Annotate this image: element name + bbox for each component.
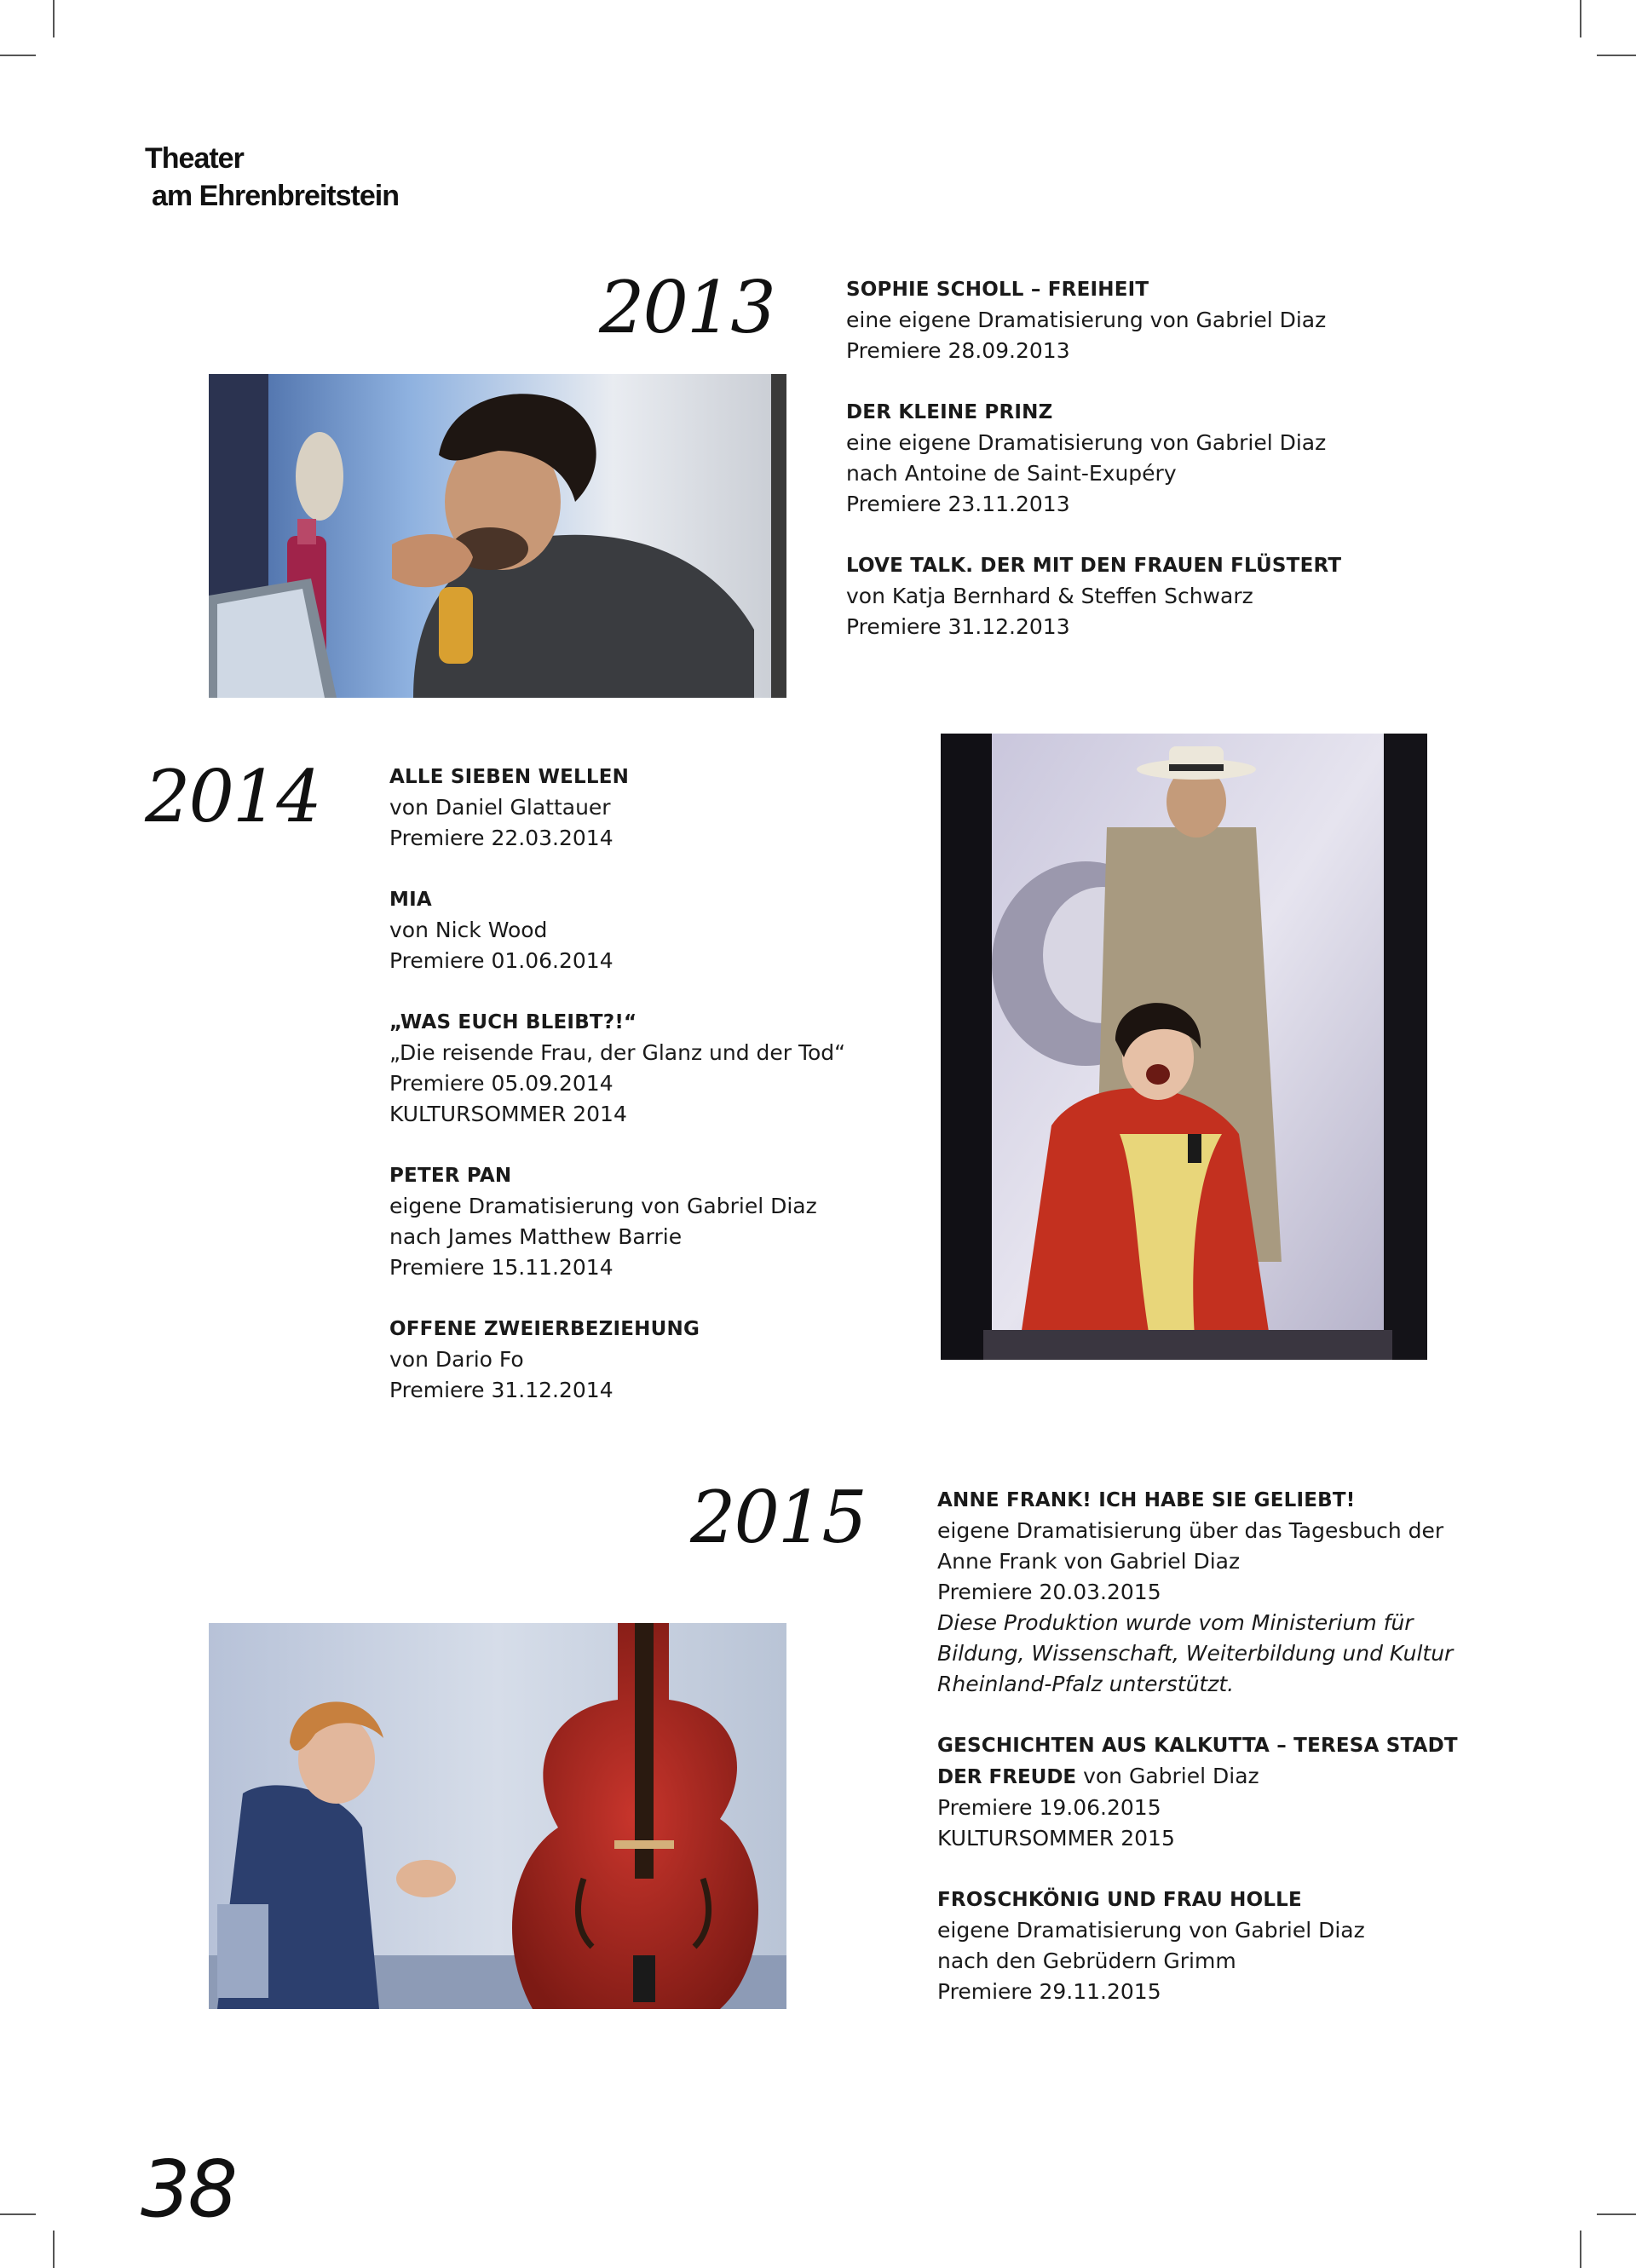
entry-title: OFFENE ZWEIERBEZIEHUNG [389,1318,700,1340]
entry-anne-frank [937,1485,1551,1700]
entry-line: KULTURSOMMER 2014 [389,1102,627,1126]
entry-sponsor-note: Rheinland-Pfalz unterstützt. [937,1672,1235,1696]
entry-der-kleine-prinz [846,397,1443,520]
entry-sophie-scholl [846,274,1443,366]
entry-line: nach James Matthew Barrie [389,1224,683,1249]
entry-line: Premiere 28.09.2013 [846,338,1070,363]
entry-peter-pan [389,1160,901,1283]
entry-line: eigene Dramatisierung von Gabriel Diaz [937,1918,1365,1943]
entry-title-continuation [937,1761,1551,1793]
photo-2014-stage-scene [941,734,1427,1360]
entry-line: Premiere 20.03.2015 [937,1580,1161,1604]
entries-2014 [389,762,901,1436]
brand-line-1: Theater [145,142,244,175]
entry-sponsor-note: Diese Produktion wurde vom Ministerium für [937,1610,1414,1635]
entry-title: ALLE SIEBEN WELLEN [389,766,630,788]
entry-line: Premiere 31.12.2014 [389,1378,614,1402]
entry-line: Anne Frank von Gabriel Diaz [937,1549,1241,1574]
entry-line: Premiere 19.06.2015 [937,1795,1161,1820]
entry-line: Premiere 23.11.2013 [846,492,1070,516]
entry-line: Premiere 01.06.2014 [389,948,614,973]
entry-line: von Daniel Glattauer [389,795,611,820]
crop-mark [53,2231,55,2268]
entry-geschichten-aus-kalkutta [937,1730,1551,1854]
entries-2015 [937,1485,1551,2038]
year-2013: 2013 [599,266,775,349]
entry-author: von Gabriel Diaz [1076,1764,1259,1788]
year-2014: 2014 [145,755,320,838]
year-2015: 2015 [690,1476,866,1559]
entry-line: Premiere 05.09.2014 [389,1071,614,1096]
photo-2015-illustration [209,1623,786,2009]
entry-line: Premiere 31.12.2013 [846,614,1070,639]
entry-offene-zweierbeziehung [389,1314,901,1406]
entry-line: nach den Gebrüdern Grimm [937,1949,1236,1973]
entry-title: ANNE FRANK! ICH HABE SIE GELIEBT! [937,1489,1356,1511]
photo-2013-illustration [209,374,786,698]
entry-line: von Nick Wood [389,918,548,942]
entry-alle-sieben-wellen [389,762,901,854]
page-number: 38 [141,2144,236,2235]
entry-line: eine eigene Dramatisierung von Gabriel Diaz [846,430,1327,455]
entry-line: Premiere 29.11.2015 [937,1979,1161,2004]
photo-2014-illustration [941,734,1427,1360]
entry-froschkoenig [937,1885,1551,2007]
photo-2013-actor-at-laptop [209,374,786,698]
brand-line-2: am Ehrenbreitstein [152,180,399,212]
entry-line: Premiere 22.03.2014 [389,826,614,850]
photo-2015-actor-with-double-bass [209,1623,786,2009]
crop-mark [0,55,36,56]
entry-title: PETER PAN [389,1165,512,1187]
entry-mia [389,884,901,976]
entry-line: eine eigene Dramatisierung von Gabriel Diaz [846,308,1327,332]
crop-mark [0,2213,36,2215]
crop-mark [1580,0,1581,37]
entry-title-part: DER FREUDE [937,1766,1077,1788]
crop-mark [1580,2231,1581,2268]
crop-mark [53,0,55,37]
entry-sponsor-note: Bildung, Wissenschaft, Weiterbildung und Kultur [937,1641,1454,1666]
entry-title: SOPHIE SCHOLL – FREIHEIT [846,279,1149,301]
entry-line: eigene Dramatisierung von Gabriel Diaz [389,1194,817,1218]
entry-line: von Dario Fo [389,1347,524,1372]
entry-line: eigene Dramatisierung über das Tagesbuch der [937,1518,1444,1543]
entries-2013 [846,274,1443,673]
crop-mark [1597,55,1636,56]
entry-title: GESCHICHTEN AUS KALKUTTA – TERESA STADT [937,1735,1458,1757]
entry-line: von Katja Bernhard & Steffen Schwarz [846,584,1253,608]
crop-mark [1597,2213,1636,2215]
entry-title: „WAS EUCH BLEIBT?!“ [389,1011,637,1033]
entry-line: „Die reisende Frau, der Glanz und der Tod“ [389,1040,846,1065]
entry-title: LOVE TALK. DER MIT DEN FRAUEN FLÜSTERT [846,555,1342,577]
entry-title: FROSCHKÖNIG UND FRAU HOLLE [937,1889,1302,1911]
entry-line: nach Antoine de Saint-Exupéry [846,461,1177,486]
entry-title: MIA [389,889,432,911]
entry-line: KULTURSOMMER 2015 [937,1826,1175,1851]
entry-love-talk [846,550,1443,642]
entry-line: Premiere 15.11.2014 [389,1255,614,1280]
theater-brand [145,140,399,215]
entry-title: DER KLEINE PRINZ [846,401,1053,423]
entry-was-euch-bleibt [389,1007,901,1130]
